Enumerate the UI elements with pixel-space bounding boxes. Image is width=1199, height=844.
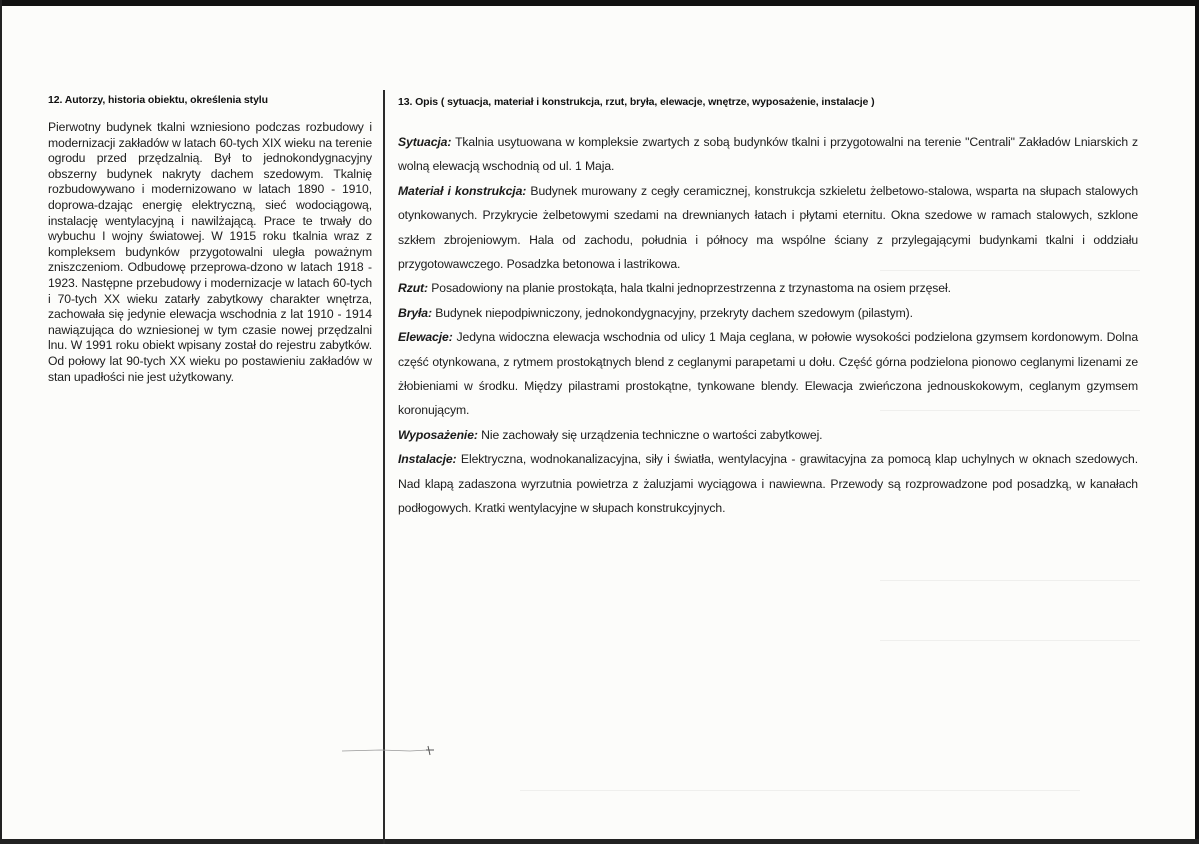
paragraph-elewacje — [398, 325, 1138, 423]
scan-border-right — [1195, 0, 1199, 844]
text-material: Budynek murowany z cegły ceramicznej, konstrukcja szkieletu żelbetowo-stalowa, wsparta na słupach stalowych otynkowanych. Przykrycie żelbetowymi szedami na drewnianych łatach i płytami eternitu. Okna szedowe w ramach stalowych, szklone szkłem zbrojeniowym. Hala od zachodu, południa i północy ma wspólne ściany z przylegającymi budynkami tkalni i oddziału przygotowawczego. Posadzka betonowa i lastrikowa. — [398, 183, 1139, 272]
text-wyposazenie: Nie zachowały się urządzenia techniczne o wartości zabytkowej. — [477, 427, 823, 442]
section-12-body: Pierwotny budynek tkalni wzniesiono podczas rozbudowy i modernizacji zakładów w latach 60-tych XIX wieku na terenie ogrodu przed przędzalnią. Był to jednokondygnacyjny obszerny budynek nakryty dachem szedowym. Tkalnię rozbudowywano i modernizowano w latach 1890 - 1910, doprowa-dzając energię elektryczną, sieć wodociągową, instalację wentylacyjną i nawilżającą. Prace te trwały do wybuchu I wojny światowej. W 1915 roku tkalnia wraz z kompleksem budynków przygotowalni uległa poważnym zniszczeniom. Odbudowę przeprowa-dzono w latach 1918 - 1923. Następne przebudowy i modernizacje w latach 60-tych i 70-tych XX wieku zatarły zabytkowy charakter wnętrza, zachowała się jedynie elewacja wschodnia z lat 1910 - 1914 nawiązująca do wzniesionej w tym czasie nowej przędzalni lnu. W 1991 roku obiekt wpisany został do rejestru zabytków. Od połowy lat 90-tych XX wieku po postawieniu zakładów w stan upadłości nie jest użytkowany. — [48, 120, 372, 384]
label-wyposazenie: Wyposażenie: — [398, 427, 478, 442]
text-instalacje: Elektryczna, wodnokanalizacyjna, siły i światła, wentylacyjna - grawitacyjna za pomocą klap uchylnych w oknach szedowych. Nad klapą zadaszona wyrzutnia powietrza z żaluzjami wyciągowa i nawiewna. Przewody są rozprowadzone pod posadzką, w kanałach podłogowych. Kratki wentylacyjne w słupach konstrukcyjnych. — [398, 452, 1138, 516]
paragraph-instalacje — [398, 447, 1138, 520]
section-13-body — [398, 130, 1138, 521]
paragraph-wyposazenie — [398, 423, 1138, 447]
paragraph-material — [398, 179, 1138, 277]
label-elewacje: Elewacje: — [398, 330, 453, 345]
paragraph-sytuacja — [398, 130, 1138, 179]
show-through-line — [880, 580, 1140, 581]
text-bryla: Budynek niepodpiwniczony, jednokondygnacyjny, przekryty dachem szedowym (pilastym). — [431, 305, 913, 320]
label-instalacje: Instalacje: — [398, 452, 457, 467]
paragraph-bryla — [398, 301, 1138, 325]
section-12 — [48, 94, 372, 385]
section-12-title: 12. Autorzy, historia obiektu, określenia stylu — [48, 94, 268, 106]
text-elewacje: Jedyna widoczna elewacja wschodnia od ulicy 1 Maja ceglana, w połowie wysokości podzielona gzymsem kordonowym. Dolna część otynkowana, z rytmem prostokątnych blend z ceglanymi parapetami u dołu. Część górna podzielona pionowo ceglanymi lizenami ze żłobieniami w środku. Między pilastrami prostokątne, tynkowane blendy. Elewacja zwieńczona jednouskokowym, ceglanym gzymsem koronującym. — [398, 330, 1138, 418]
pen-mark — [340, 744, 435, 756]
paragraph-rzut — [398, 276, 1138, 300]
text-sytuacja: Tkalnia usytuowana w kompleksie zwartych z sobą budynków tkalni i przygotowalni na terenie "Centrali" Zakładów Lniarskich z wolną elewacją wschodnią od ul. 1 Maja. — [398, 135, 1138, 174]
scan-border-bottom — [0, 839, 1199, 844]
label-bryla: Bryła: — [398, 305, 432, 320]
show-through-line — [520, 790, 1080, 791]
label-material: Materiał i konstrukcja: — [398, 183, 527, 198]
section-13 — [398, 96, 1138, 521]
show-through-line — [880, 640, 1140, 641]
scan-border-left — [0, 0, 2, 844]
section-13-title: 13. Opis ( sytuacja, materiał i konstrukcja, rzut, bryła, elewacje, wnętrze, wyposażenie, instalacje ) — [398, 96, 875, 108]
label-rzut: Rzut: — [398, 281, 428, 296]
label-sytuacja: Sytuacja: — [398, 135, 452, 149]
column-divider — [383, 90, 385, 844]
scan-border-top — [0, 0, 1199, 6]
text-rzut: Posadowiony na planie prostokąta, hala tkalni jednoprzestrzenna z trzynastoma na osiem przęseł. — [427, 281, 951, 296]
